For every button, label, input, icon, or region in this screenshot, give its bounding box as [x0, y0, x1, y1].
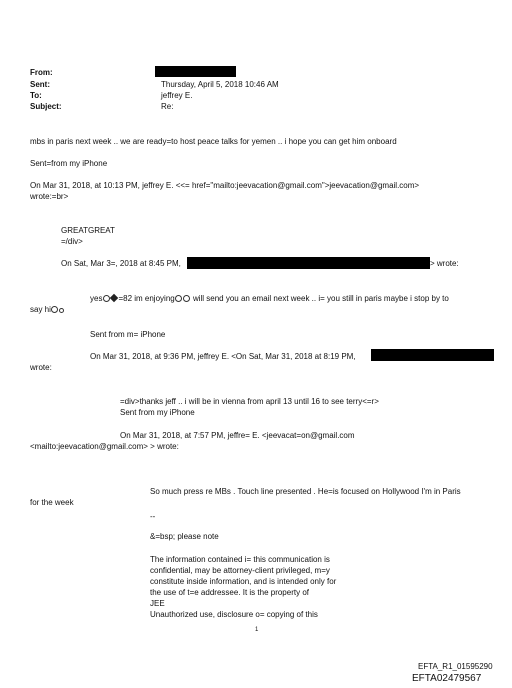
body-line-17: So much press re MBs . Touch line presented . He=is focused on Hollywood I'm in Paris: [150, 487, 461, 496]
body-line-12: wrote:: [30, 363, 52, 372]
body-line-2: Sent=from my iPhone: [30, 159, 108, 168]
body-line-25: JEE: [150, 599, 165, 608]
to-label: To:: [30, 91, 42, 100]
from-label: From:: [30, 68, 53, 77]
body-line-24: the use of t=e addressee. It is the property of: [150, 588, 309, 597]
body-line-5: GREATGREAT: [61, 226, 115, 235]
body-line-26: Unauthorized use, disclosure o= copying of this: [150, 610, 318, 619]
smile-emoji-icon: [103, 295, 110, 302]
body-line-4: wrote:=br>: [30, 192, 69, 201]
body-line-8: [90, 294, 449, 304]
subject-value: Re:: [161, 102, 174, 111]
redaction-2: [371, 349, 494, 361]
body-line-1: mbs in paris next week .. we are ready=to host peace talks for yemen .. i hope you can get him onboard: [30, 137, 397, 146]
footer-id-2: EFTA02479567: [412, 673, 482, 684]
body-line-10: Sent from m= iPhone: [90, 330, 166, 339]
body-line-16: <mailto:jeevacation@gmail.com> > wrote:: [30, 442, 179, 451]
body-line-6: =/div>: [61, 237, 83, 246]
body-line-7b: > wrote:: [430, 259, 459, 268]
subject-label: Subject:: [30, 102, 62, 111]
body-line-8a: yes: [90, 294, 103, 303]
smile-emoji-icon: [183, 295, 190, 302]
body-line-7a: On Sat, Mar 3=, 2018 at 8:45 PM,: [61, 259, 181, 268]
body-line-23: constitute inside information, and is intended only for: [150, 577, 337, 586]
body-line-15: On Mar 31, 2018, at 7:57 PM, jeffre= E. <jeevacat=on@gmail.com: [120, 431, 355, 440]
body-line-18: for the week: [30, 498, 74, 507]
footer-id-1: EFTA_R1_01595290: [418, 662, 493, 671]
page-number: 1: [255, 627, 259, 633]
body-line-13: =div>thanks jeff .. i will be in vienna from april 13 until 16 to see terry<=r>: [120, 397, 379, 406]
sent-value: Thursday, April 5, 2018 10:46 AM: [161, 80, 279, 89]
body-line-9: [30, 305, 65, 315]
body-line-20: &=bsp; please note: [150, 532, 219, 541]
sent-label: Sent:: [30, 80, 50, 89]
body-line-8b: =82 im enjoying: [118, 294, 175, 303]
body-line-3: On Mar 31, 2018, at 10:13 PM, jeffrey E. <<= href="mailto:jeevacation@gmail.com">jeevacation@gmail.com>: [30, 181, 420, 190]
emoji-icon: [59, 308, 64, 313]
body-line-14: Sent from my iPhone: [120, 408, 195, 417]
body-line-9-text: say hi: [30, 305, 51, 314]
body-line-19: --: [150, 512, 156, 521]
body-line-22: confidential, may be attorney-client privileged, m=y: [150, 566, 330, 575]
body-line-21: The information contained i= this communication is: [150, 555, 330, 564]
emoji-icon: [51, 306, 58, 313]
to-value: jeffrey E.: [161, 91, 193, 100]
redaction-from: [155, 66, 236, 77]
body-line-8c: will send you an email next week .. i= you still in paris maybe i stop by to: [190, 294, 449, 303]
body-line-11: On Mar 31, 2018, at 9:36 PM, jeffrey E. <On Sat, Mar 31, 2018 at 8:19 PM,: [90, 352, 356, 361]
smile-emoji-icon: [175, 295, 182, 302]
redaction-1: [187, 257, 430, 269]
